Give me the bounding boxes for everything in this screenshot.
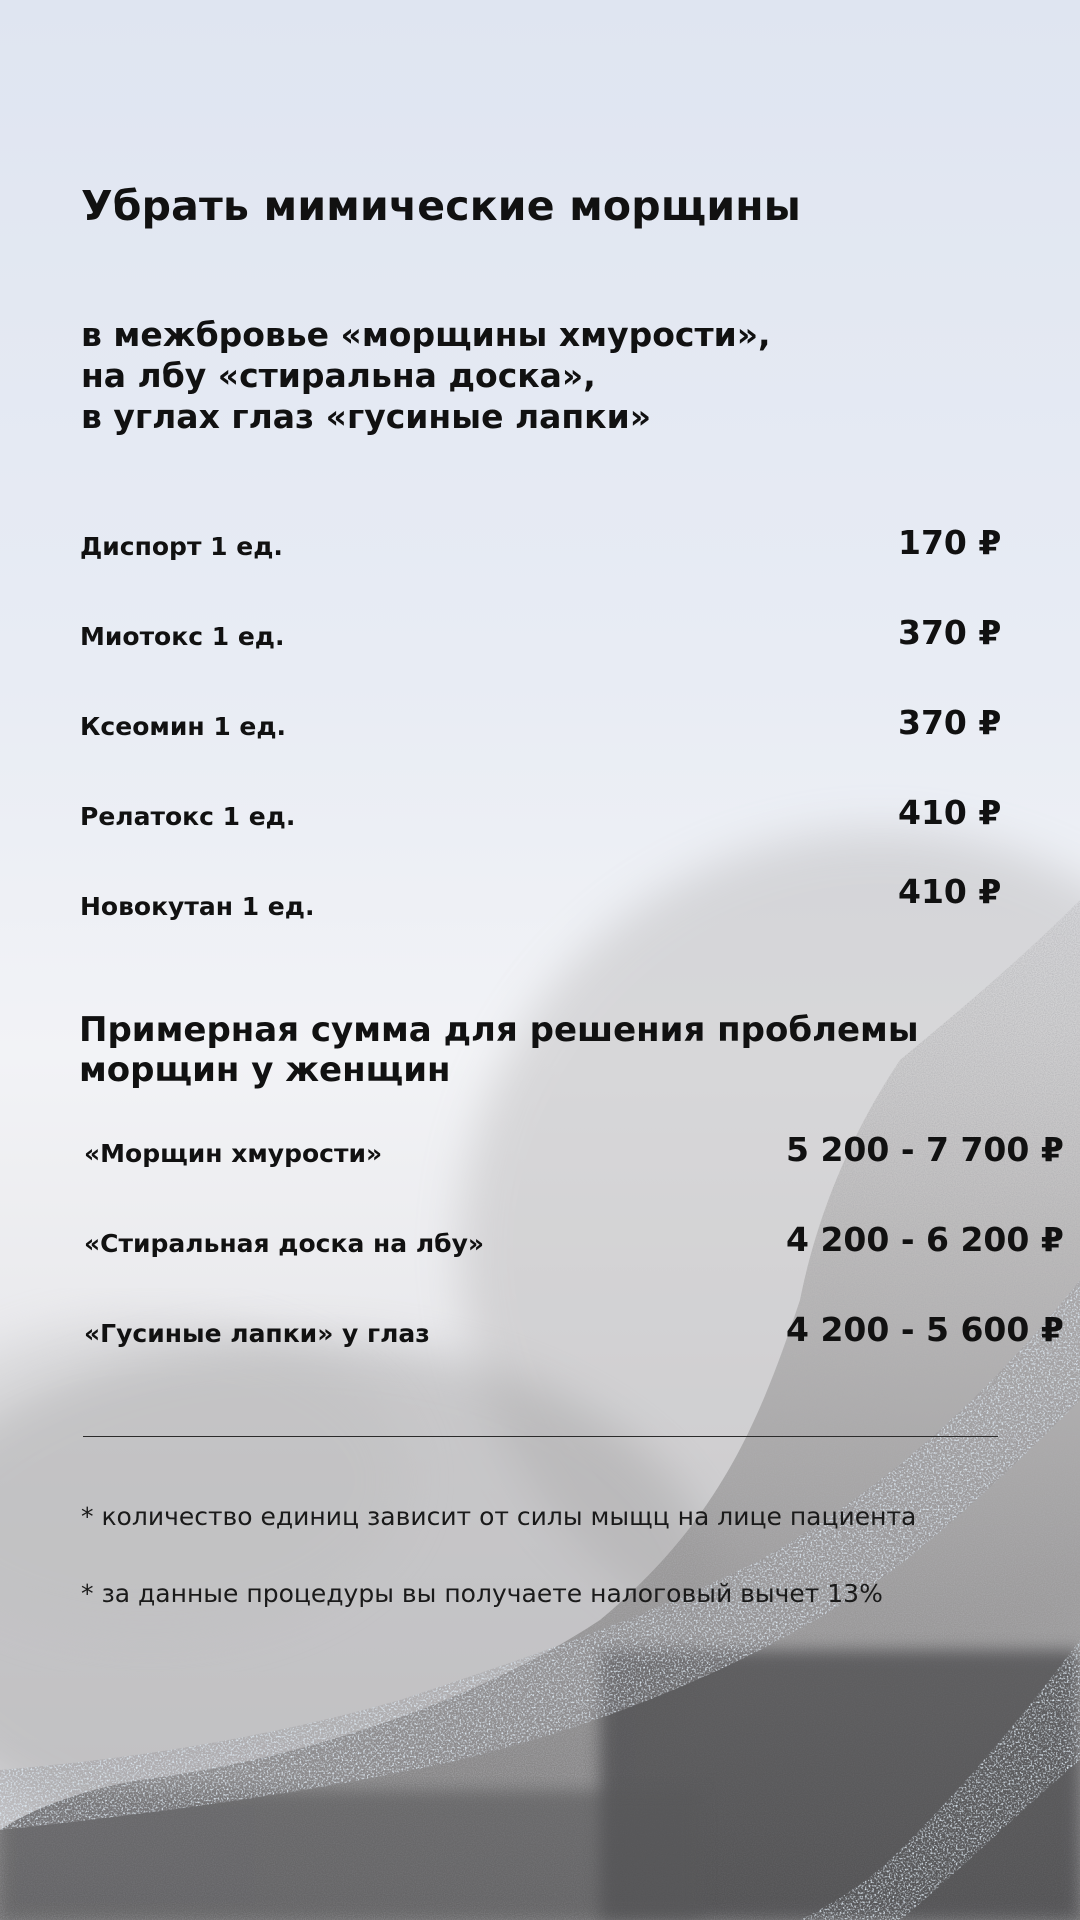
footnote: * количество единиц зависит от силы мыщц на лице пациента (81, 1502, 917, 1531)
problem-area-line: в углах глаз «гусиные лапки» (81, 397, 652, 436)
footnote: * за данные процедуры вы получаете налоговый вычет 13% (81, 1579, 883, 1608)
problem-area-line: в межбровье «морщины хмурости», (81, 315, 771, 354)
problem-areas (81, 314, 771, 437)
estimate-label: «Гусиные лапки» у глаз (84, 1319, 430, 1348)
product-name: Диспорт 1 ед. (80, 532, 283, 561)
product-price: 170 ₽ (898, 523, 1002, 562)
product-name: Новокутан 1 ед. (80, 892, 315, 921)
estimate-label: «Стиральная доска на лбу» (84, 1229, 485, 1258)
product-name: Миотокс 1 ед. (80, 622, 285, 651)
estimate-title-line: морщин у женщин (79, 1050, 451, 1090)
estimate-price: 5 200 - 7 700 ₽ (786, 1130, 1064, 1169)
product-name: Релатокс 1 ед. (80, 802, 296, 831)
product-price: 410 ₽ (898, 793, 1002, 832)
problem-area-line: на лбу «стиральна доска», (81, 356, 596, 395)
product-price: 370 ₽ (898, 703, 1002, 742)
estimate-title-line: Примерная сумма для решения проблемы (79, 1010, 919, 1050)
estimate-price: 4 200 - 5 600 ₽ (786, 1310, 1064, 1349)
estimate-title (79, 1010, 919, 1090)
page-title: Убрать мимические морщины (81, 182, 802, 230)
estimate-price: 4 200 - 6 200 ₽ (786, 1220, 1064, 1259)
divider (83, 1436, 998, 1437)
product-price: 370 ₽ (898, 613, 1002, 652)
estimate-label: «Морщин хмурости» (84, 1139, 383, 1168)
product-name: Ксеомин 1 ед. (80, 712, 287, 741)
product-price: 410 ₽ (898, 872, 1002, 911)
